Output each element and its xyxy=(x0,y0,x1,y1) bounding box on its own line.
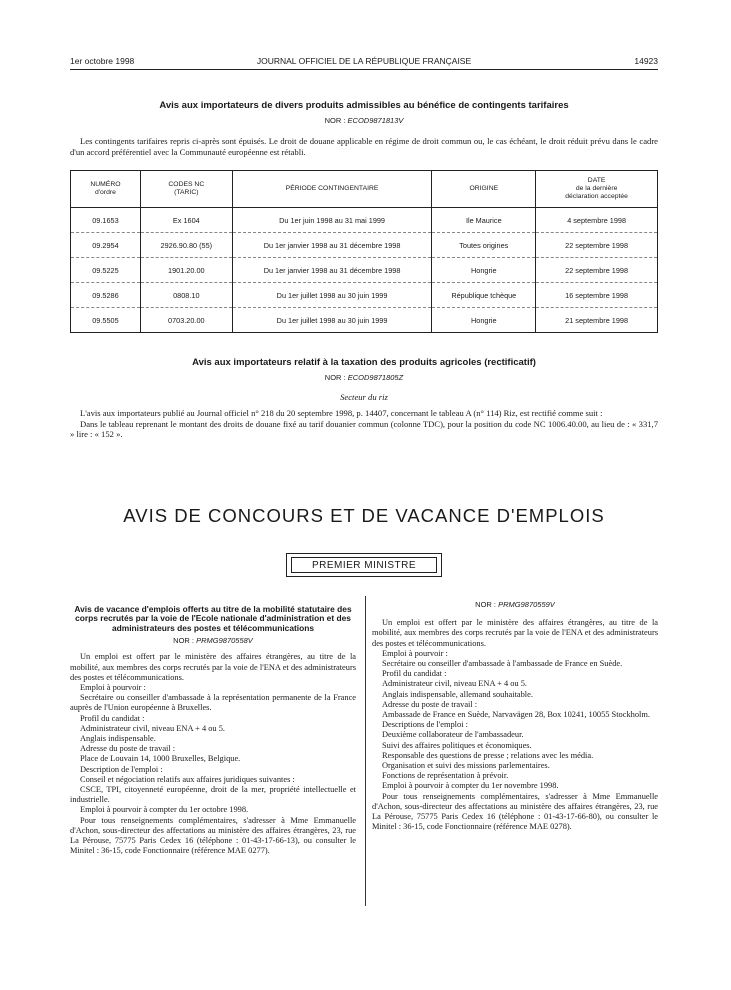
nor-code: ECOD9871813V xyxy=(347,116,404,125)
column-divider xyxy=(365,596,366,906)
cell-origin: République tchèque xyxy=(432,283,536,308)
body-paragraph: Adresse du poste de travail : xyxy=(382,699,478,709)
notice2-paragraph-2: Dans le tableau reprenant le montant des droits de douane fixé au tarif douanier commun (colonne TDC), pour la position du code NC 1006.40.00, au lieu de : « 331,7 » lire : « 152 ». xyxy=(70,418,658,439)
cell-number: 09.2954 xyxy=(71,233,141,258)
cell-number: 09.1653 xyxy=(71,208,141,233)
table-header-row xyxy=(71,171,658,208)
cell-codes: Ex 1604 xyxy=(140,208,232,233)
nor-label: NOR : xyxy=(324,116,346,125)
quota-table xyxy=(70,170,658,333)
left-column-nor xyxy=(70,636,356,646)
body-paragraph: Profil du candidat : xyxy=(382,669,447,679)
body-paragraph: Place de Louvain 14, 1000 Bruxelles, Belgique. xyxy=(80,754,241,764)
header-text: NUMÉRO d'ordre xyxy=(90,181,121,196)
cell-date: 22 septembre 1998 xyxy=(536,233,658,258)
journal-title: JOURNAL OFFICIEL DE LA RÉPUBLIQUE FRANÇAISE xyxy=(256,56,472,66)
body-paragraph: Emploi à pourvoir : xyxy=(382,648,448,658)
body-paragraph: Pour tous renseignements complémentaires, s'adresser à Mme Emmanuelle d'Achon, sous-directeur des affectations au ministère des affaires étrangères, 23, rue La Pérouse, 75775 Paris Cedex 16 (téléphone : 01-43-17-66-80), ou consulter le Minitel : 36-15, code Fonctionnaire (référence MAE 0278). xyxy=(372,791,658,832)
right-column xyxy=(372,600,658,832)
nor-label: NOR : xyxy=(324,373,346,382)
table-row xyxy=(71,308,658,333)
col-header-codes xyxy=(140,171,232,208)
body-paragraph: Secrétaire ou conseiller d'ambassade à l'ambassade de France en Suède. xyxy=(382,659,623,669)
cell-codes: 0703.20.00 xyxy=(140,308,232,333)
body-paragraph: CSCE, TPI, citoyenneté européenne, droit de la mer, propriété intellectuelle et industrielle. xyxy=(70,785,356,805)
notice1-nor xyxy=(70,116,658,125)
body-paragraph: Adresse du poste de travail : xyxy=(80,744,176,754)
notice2-title: Avis aux importateurs relatif à la taxation des produits agricoles (rectificatif) xyxy=(192,357,536,368)
cell-number: 09.5286 xyxy=(71,283,141,308)
body-paragraph: Anglais indispensable, allemand souhaitable. xyxy=(382,689,533,699)
body-paragraph: Emploi à pourvoir à compter du 1er octobre 1998. xyxy=(80,805,249,815)
notice1-title: Avis aux importateurs de divers produits admissibles au bénéfice de contingents tarifaires xyxy=(159,100,569,111)
notice2-paragraph-1: L'avis aux importateurs publié au Journal officiel n° 218 du 20 septembre 1998, p. 14407, concernant le tableau A (n° 114) Riz, est rectifié comme suit : xyxy=(80,408,603,418)
body-paragraph: Emploi à pourvoir : xyxy=(80,683,146,693)
body-paragraph: Descriptions de l'emploi : xyxy=(382,720,468,730)
cell-period: Du 1er janvier 1998 au 31 décembre 1998 xyxy=(232,258,432,283)
body-paragraph: Ambassade de France en Suède, Narvavägen 28, Box 10241, 10055 Stockholm. xyxy=(382,710,650,720)
ministry-label: PREMIER MINISTRE xyxy=(291,557,437,573)
header-date: 1er octobre 1998 xyxy=(70,56,135,66)
left-column-body xyxy=(70,652,356,856)
cell-origin: Hongrie xyxy=(432,258,536,283)
body-paragraph: Pour tous renseignements complémentaires, s'adresser à Mme Emmanuelle d'Achon, sous-directeur des affectations au ministère des affaires étrangères, 23, rue La Pérouse, 75775 Paris Cedex 16 (téléphone : 01-43-17-66-13), ou consulter le Minitel : 36-15, code Fonctionnaire (référence MAE 0277). xyxy=(70,815,356,856)
body-paragraph: Administrateur civil, niveau ENA + 4 ou 5. xyxy=(80,723,225,733)
table-row xyxy=(71,233,658,258)
cell-period: Du 1er janvier 1998 au 31 décembre 1998 xyxy=(232,233,432,258)
left-column-title: Avis de vacance d'emplois offerts au titre de la mobilité statutaire des corps recrutés par la voie de l'Ecole nationale d'administration et des administrateurs des postes et télécommunications xyxy=(74,604,352,633)
header-rule xyxy=(70,69,658,70)
nor-label: NOR : xyxy=(173,636,195,646)
body-paragraph: Suivi des affaires politiques et économiques. xyxy=(382,740,532,750)
cell-period: Du 1er juillet 1998 au 30 juin 1999 xyxy=(232,308,432,333)
cell-codes: 0808.10 xyxy=(140,283,232,308)
cell-date: 21 septembre 1998 xyxy=(536,308,658,333)
body-paragraph: Description de l'emploi : xyxy=(80,764,163,774)
right-column-body xyxy=(372,618,658,832)
col-header-number xyxy=(71,171,141,208)
col-header-date xyxy=(536,171,658,208)
notice1-paragraph: Les contingents tarifaires repris ci-après sont épuisés. Le droit de douane applicable en régime de droit commun ou, le cas échéant, le droit réduit prévu dans le cadre d'un accord préférentiel avec la Communauté européenne est rétabli. xyxy=(70,136,658,157)
cell-codes: 2926.90.80 (55) xyxy=(140,233,232,258)
body-paragraph: Anglais indispensable. xyxy=(80,734,156,744)
page-number: 14923 xyxy=(634,56,658,66)
body-paragraph: Deuxième collaborateur de l'ambassadeur. xyxy=(382,730,524,740)
body-paragraph: Profil du candidat : xyxy=(80,713,145,723)
body-paragraph: Un emploi est offert par le ministère des affaires étrangères, au titre de la mobilité, aux membres des corps recrutés par la voie de l'ENA et des administrateurs des postes et télécommunications. xyxy=(372,618,658,648)
right-column-nor xyxy=(372,600,658,610)
col-header-period: PÉRIODE CONTINGENTAIRE xyxy=(232,171,432,208)
section-title: AVIS DE CONCOURS ET DE VACANCE D'EMPLOIS xyxy=(123,505,605,526)
header-text: DATE de la dernière déclaration acceptée xyxy=(565,177,628,200)
notice2-nor xyxy=(70,373,658,382)
notice2-sector: Secteur du riz xyxy=(340,392,388,402)
body-paragraph: Secrétaire ou conseiller d'ambassade à la représentation permanente de la France auprès de l'Union européenne à Bruxelles. xyxy=(70,693,356,713)
notice1-text xyxy=(70,136,658,157)
cell-number: 09.5225 xyxy=(71,258,141,283)
cell-origin: Toutes origines xyxy=(432,233,536,258)
cell-number: 09.5505 xyxy=(71,308,141,333)
left-column xyxy=(70,605,356,856)
cell-period: Du 1er juillet 1998 au 30 juin 1999 xyxy=(232,283,432,308)
cell-date: 4 septembre 1998 xyxy=(536,208,658,233)
body-paragraph: Emploi à pourvoir à compter du 1er novembre 1998. xyxy=(382,781,559,791)
nor-label: NOR : xyxy=(475,600,497,609)
nor-code: ECOD9871805Z xyxy=(347,373,404,382)
body-paragraph: Un emploi est offert par le ministère des affaires étrangères, au titre de la mobilité, aux membres des corps recrutés par la voie de l'ENA et des administrateurs des postes et télécommunications. xyxy=(70,652,356,682)
body-paragraph: Responsable des questions de presse ; relations avec les média. xyxy=(382,750,594,760)
cell-origin: Ile Maurice xyxy=(432,208,536,233)
body-paragraph: Conseil et négociation relatifs aux affaires juridiques suivantes : xyxy=(80,774,295,784)
nor-code: PRMG9870558V xyxy=(196,636,253,646)
cell-origin: Hongrie xyxy=(432,308,536,333)
cell-codes: 1901.20.00 xyxy=(140,258,232,283)
body-paragraph: Administrateur civil, niveau ENA + 4 ou 5. xyxy=(382,679,527,689)
body-paragraph: Fonctions de représentation à prévoir. xyxy=(382,771,509,781)
col-header-origin: ORIGINE xyxy=(432,171,536,208)
table-row xyxy=(71,258,658,283)
nor-code: PRMG9870559V xyxy=(498,600,555,609)
cell-period: Du 1er juin 1998 au 31 mai 1999 xyxy=(232,208,432,233)
ministry-box xyxy=(286,553,442,577)
header-text: CODES NC (TARIC) xyxy=(168,181,205,196)
table-row xyxy=(71,283,658,308)
table-row xyxy=(71,208,658,233)
cell-date: 16 septembre 1998 xyxy=(536,283,658,308)
notice2-text xyxy=(70,408,658,440)
cell-date: 22 septembre 1998 xyxy=(536,258,658,283)
body-paragraph: Organisation et suivi des missions parlementaires. xyxy=(382,761,550,771)
